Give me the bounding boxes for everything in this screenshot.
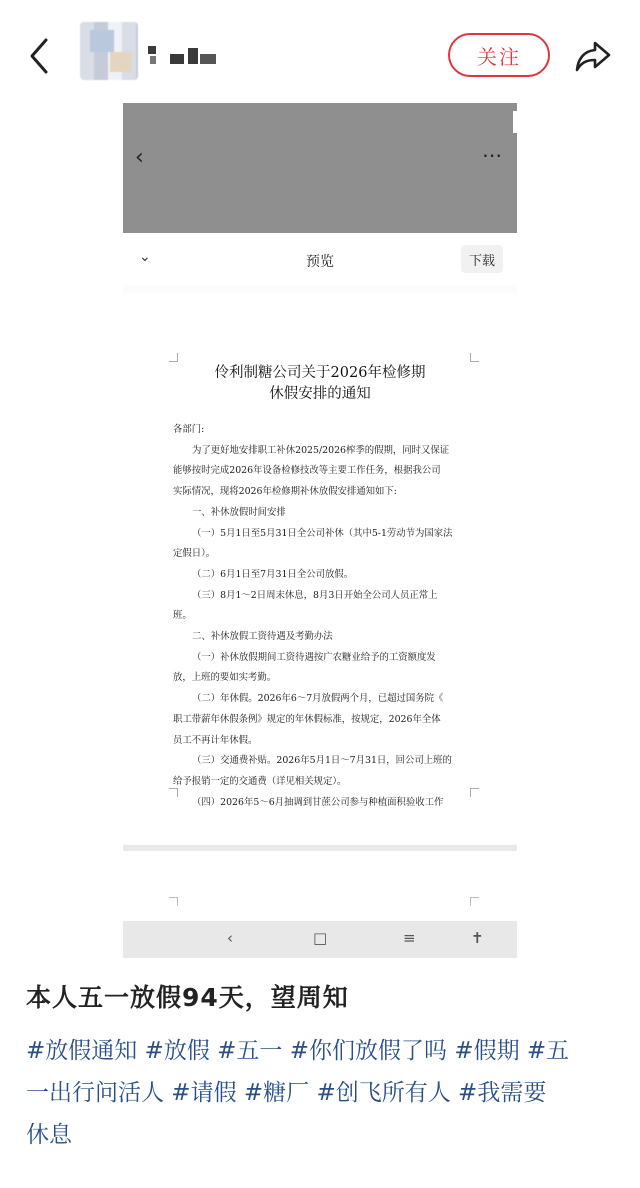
crop-mark [470,897,479,906]
image-header-area [123,103,517,233]
follow-button[interactable]: 关注 [448,33,550,77]
doc-line: 定假日）。 [173,548,216,560]
share-icon[interactable] [573,36,613,76]
doc-line: （二）年休假。2026年6～7月放假两个月，已超过国务院《 [192,693,444,705]
username-pixelated[interactable] [148,44,220,66]
image-mark [513,111,517,133]
tags-line[interactable]: 一出行问活人 #请假 #糖厂 #创飞所有人 #我需要 [26,1080,547,1106]
accessibility-icon: ✝ [471,929,484,947]
top-bar [0,0,640,110]
document-page [123,293,517,843]
crop-mark [470,353,479,362]
post-image[interactable] [123,103,517,958]
doc-line: （三）交通费补贴。2026年5月1日～7月31日，回公司上班的 [192,755,452,767]
doc-line: 员工不再计年休假。 [173,734,258,746]
document-body [173,420,473,813]
tags-line[interactable]: #放假通知 #放假 #五一 #你们放假了吗 #假期 #五 [26,1038,570,1064]
doc-line: 各部门: [173,424,205,435]
doc-line: 班。 [173,610,192,622]
doc-line: 实际情况，现将2026年检修期补休放假安排通知如下: [173,486,397,498]
next-page [123,851,517,921]
post-tags[interactable] [26,1030,622,1156]
doc-line: （四）2026年5～6月抽调到甘蔗公司参与种植面积验收工作 [192,796,444,808]
doc-line: 能够按时完成2026年设备检修技改等主要工作任务，根据我公司 [173,465,441,477]
back-icon[interactable] [24,34,60,78]
phone-navbar [123,921,517,958]
doc-line: （二）6月1日至7月31日全公司放假。 [192,568,354,580]
document-title-line: 伶利制糖公司关于2026年检修期 [214,365,426,381]
crop-mark [169,897,178,906]
document-title [123,363,517,405]
doc-line: （一）5月1日至5月31日全公司补休（其中5-1劳动节为国家法 [192,527,453,539]
doc-line: 放，上班的要如实考勤。 [173,672,277,684]
preview-bar [123,233,517,285]
doc-line: 二、补休放假工资待遇及考勤办法 [192,631,333,643]
more-icon: ⋯ [482,143,503,167]
post-caption: 本人五一放假94天，望周知 [26,983,349,1012]
download-button: 下载 [461,245,503,273]
tags-line[interactable]: 休息 [26,1122,72,1148]
nav-menu-icon: ≡ [403,929,416,947]
crop-mark [169,353,178,362]
doc-line: （三）8月1～2日周末休息，8月3日开始全公司人员正常上 [192,589,438,601]
nav-home-icon: □ [313,929,328,947]
avatar[interactable] [80,22,138,80]
document-area [123,285,517,845]
nav-back-icon: ‹ [227,929,233,947]
doc-line: 一、补休放假时间安排 [192,506,286,518]
doc-line: 职工带薪年休假条例》规定的年休假标准，按规定，2026年全体 [173,713,441,725]
doc-line: 为了更好地安排职工补休2025/2026榨季的假期，同时又保证 [192,444,450,456]
doc-line: （一）补休放假期间工资待遇按广农糖业给予的工资额度发 [192,651,436,663]
chevron-down-icon: ⌄ [139,249,151,265]
preview-title: 预览 [306,254,334,270]
document-title-line: 休假安排的通知 [269,386,371,402]
image-back-icon: ‹ [135,145,144,170]
doc-line: 给予报销一定的交通费（详见相关规定）。 [173,775,347,787]
